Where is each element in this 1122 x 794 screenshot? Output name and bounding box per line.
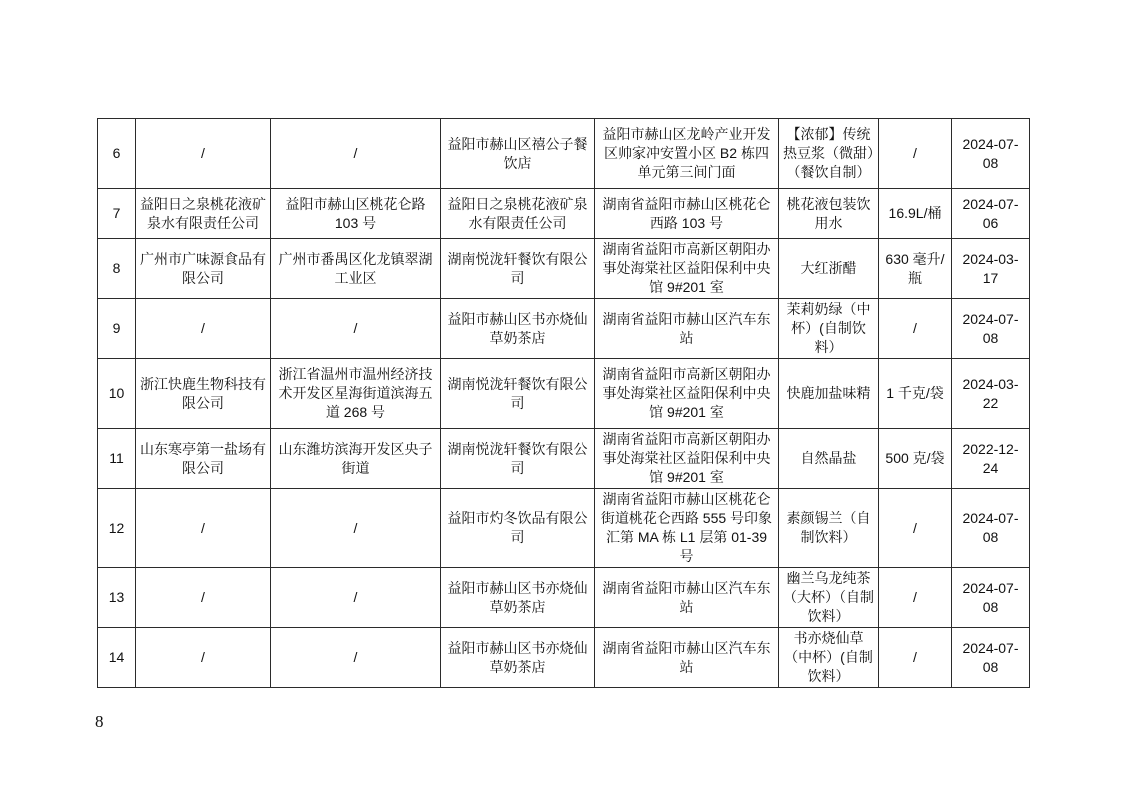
cell-production-date: 2024-07-08 — [952, 568, 1030, 628]
cell-sampled-unit-address: 湖南省益阳市高新区朝阳办事处海棠社区益阳保利中央馆 9#201 室 — [595, 239, 779, 299]
cell-production-date: 2024-07-06 — [952, 189, 1030, 239]
cell-production-date: 2024-07-08 — [952, 489, 1030, 568]
cell-producer-name: / — [136, 568, 271, 628]
cell-specification: 500 克/袋 — [879, 429, 952, 489]
cell-sampled-unit-address: 湖南省益阳市赫山区桃花仑街道桃花仑西路 555 号印象汇第 MA 栋 L1 层第 01-39 号 — [595, 489, 779, 568]
cell-sampled-unit-address: 益阳市赫山区龙岭产业开发区帅家冲安置小区 B2 栋四单元第三间门面 — [595, 119, 779, 189]
table-row — [98, 189, 1030, 239]
cell-producer-name: / — [136, 628, 271, 688]
cell-producer-address: 广州市番禺区化龙镇翠湖工业区 — [271, 239, 441, 299]
cell-sampled-unit-address: 湖南省益阳市赫山区汽车东站 — [595, 568, 779, 628]
cell-specification: 630 毫升/瓶 — [879, 239, 952, 299]
cell-sample-name: 幽兰乌龙纯茶（大杯）（自制饮料） — [779, 568, 879, 628]
cell-producer-name: / — [136, 119, 271, 189]
cell-sampled-unit-address: 湖南省益阳市高新区朝阳办事处海棠社区益阳保利中央馆 9#201 室 — [595, 359, 779, 429]
table-row — [98, 568, 1030, 628]
cell-specification: / — [879, 119, 952, 189]
cell-producer-name: / — [136, 489, 271, 568]
cell-specification: / — [879, 299, 952, 359]
cell-sample-name: 大红浙醋 — [779, 239, 879, 299]
table-row — [98, 299, 1030, 359]
cell-producer-address: 浙江省温州市温州经济技术开发区星海街道滨海五道 268 号 — [271, 359, 441, 429]
cell-production-date: 2022-12-24 — [952, 429, 1030, 489]
cell-producer-address: 益阳市赫山区桃花仑路 103 号 — [271, 189, 441, 239]
cell-sampled-unit-name: 湖南悦泷轩餐饮有限公司 — [441, 239, 595, 299]
cell-production-date: 2024-07-08 — [952, 628, 1030, 688]
cell-sampled-unit-address: 湖南省益阳市赫山区桃花仑西路 103 号 — [595, 189, 779, 239]
cell-sampled-unit-name: 益阳市赫山区书亦烧仙草奶茶店 — [441, 628, 595, 688]
cell-specification: 16.9L/桶 — [879, 189, 952, 239]
table-row — [98, 359, 1030, 429]
cell-row-index: 7 — [98, 189, 136, 239]
cell-producer-name: / — [136, 299, 271, 359]
sampling-info-table — [97, 118, 1030, 688]
cell-sampled-unit-name: 湖南悦泷轩餐饮有限公司 — [441, 429, 595, 489]
cell-sampled-unit-name: 益阳市赫山区禧公子餐饮店 — [441, 119, 595, 189]
cell-specification: / — [879, 628, 952, 688]
table-row — [98, 119, 1030, 189]
cell-production-date: 2024-03-22 — [952, 359, 1030, 429]
table-row — [98, 489, 1030, 568]
cell-producer-name: 广州市广味源食品有限公司 — [136, 239, 271, 299]
cell-row-index: 13 — [98, 568, 136, 628]
cell-sampled-unit-address: 湖南省益阳市高新区朝阳办事处海棠社区益阳保利中央馆 9#201 室 — [595, 429, 779, 489]
cell-sampled-unit-name: 益阳市赫山区书亦烧仙草奶茶店 — [441, 568, 595, 628]
cell-sample-name: 书亦烧仙草（中杯）(自制饮料） — [779, 628, 879, 688]
cell-producer-name: 浙江快鹿生物科技有限公司 — [136, 359, 271, 429]
cell-producer-address: / — [271, 568, 441, 628]
cell-sampled-unit-address: 湖南省益阳市赫山区汽车东站 — [595, 628, 779, 688]
cell-sample-name: 快鹿加盐味精 — [779, 359, 879, 429]
cell-sample-name: 桃花液包装饮用水 — [779, 189, 879, 239]
cell-sampled-unit-name: 益阳市灼冬饮品有限公司 — [441, 489, 595, 568]
cell-production-date: 2024-07-08 — [952, 299, 1030, 359]
cell-sample-name: 自然晶盐 — [779, 429, 879, 489]
cell-sample-name: 茉莉奶绿（中杯）(自制饮料） — [779, 299, 879, 359]
cell-producer-address: / — [271, 628, 441, 688]
cell-row-index: 11 — [98, 429, 136, 489]
cell-row-index: 14 — [98, 628, 136, 688]
cell-specification: / — [879, 568, 952, 628]
cell-sampled-unit-address: 湖南省益阳市赫山区汽车东站 — [595, 299, 779, 359]
cell-producer-address: 山东潍坊滨海开发区央子街道 — [271, 429, 441, 489]
cell-specification: / — [879, 489, 952, 568]
page-number: 8 — [95, 712, 104, 731]
cell-production-date: 2024-03-17 — [952, 239, 1030, 299]
cell-producer-address: / — [271, 299, 441, 359]
cell-producer-name: 益阳日之泉桃花液矿泉水有限责任公司 — [136, 189, 271, 239]
table-row — [98, 429, 1030, 489]
cell-sampled-unit-name: 益阳市赫山区书亦烧仙草奶茶店 — [441, 299, 595, 359]
cell-sampled-unit-name: 益阳日之泉桃花液矿泉水有限责任公司 — [441, 189, 595, 239]
cell-production-date: 2024-07-08 — [952, 119, 1030, 189]
cell-specification: 1 千克/袋 — [879, 359, 952, 429]
cell-row-index: 6 — [98, 119, 136, 189]
cell-row-index: 12 — [98, 489, 136, 568]
cell-sample-name: 素颜锡兰（自制饮料） — [779, 489, 879, 568]
cell-producer-name: 山东寒亭第一盐场有限公司 — [136, 429, 271, 489]
cell-sample-name: 【浓郁】传统热豆浆（微甜）（餐饮自制） — [779, 119, 879, 189]
cell-producer-address: / — [271, 119, 441, 189]
cell-producer-address: / — [271, 489, 441, 568]
cell-sampled-unit-name: 湖南悦泷轩餐饮有限公司 — [441, 359, 595, 429]
cell-row-index: 8 — [98, 239, 136, 299]
cell-row-index: 9 — [98, 299, 136, 359]
cell-row-index: 10 — [98, 359, 136, 429]
table-row — [98, 239, 1030, 299]
table-body — [98, 119, 1030, 688]
table-row — [98, 628, 1030, 688]
